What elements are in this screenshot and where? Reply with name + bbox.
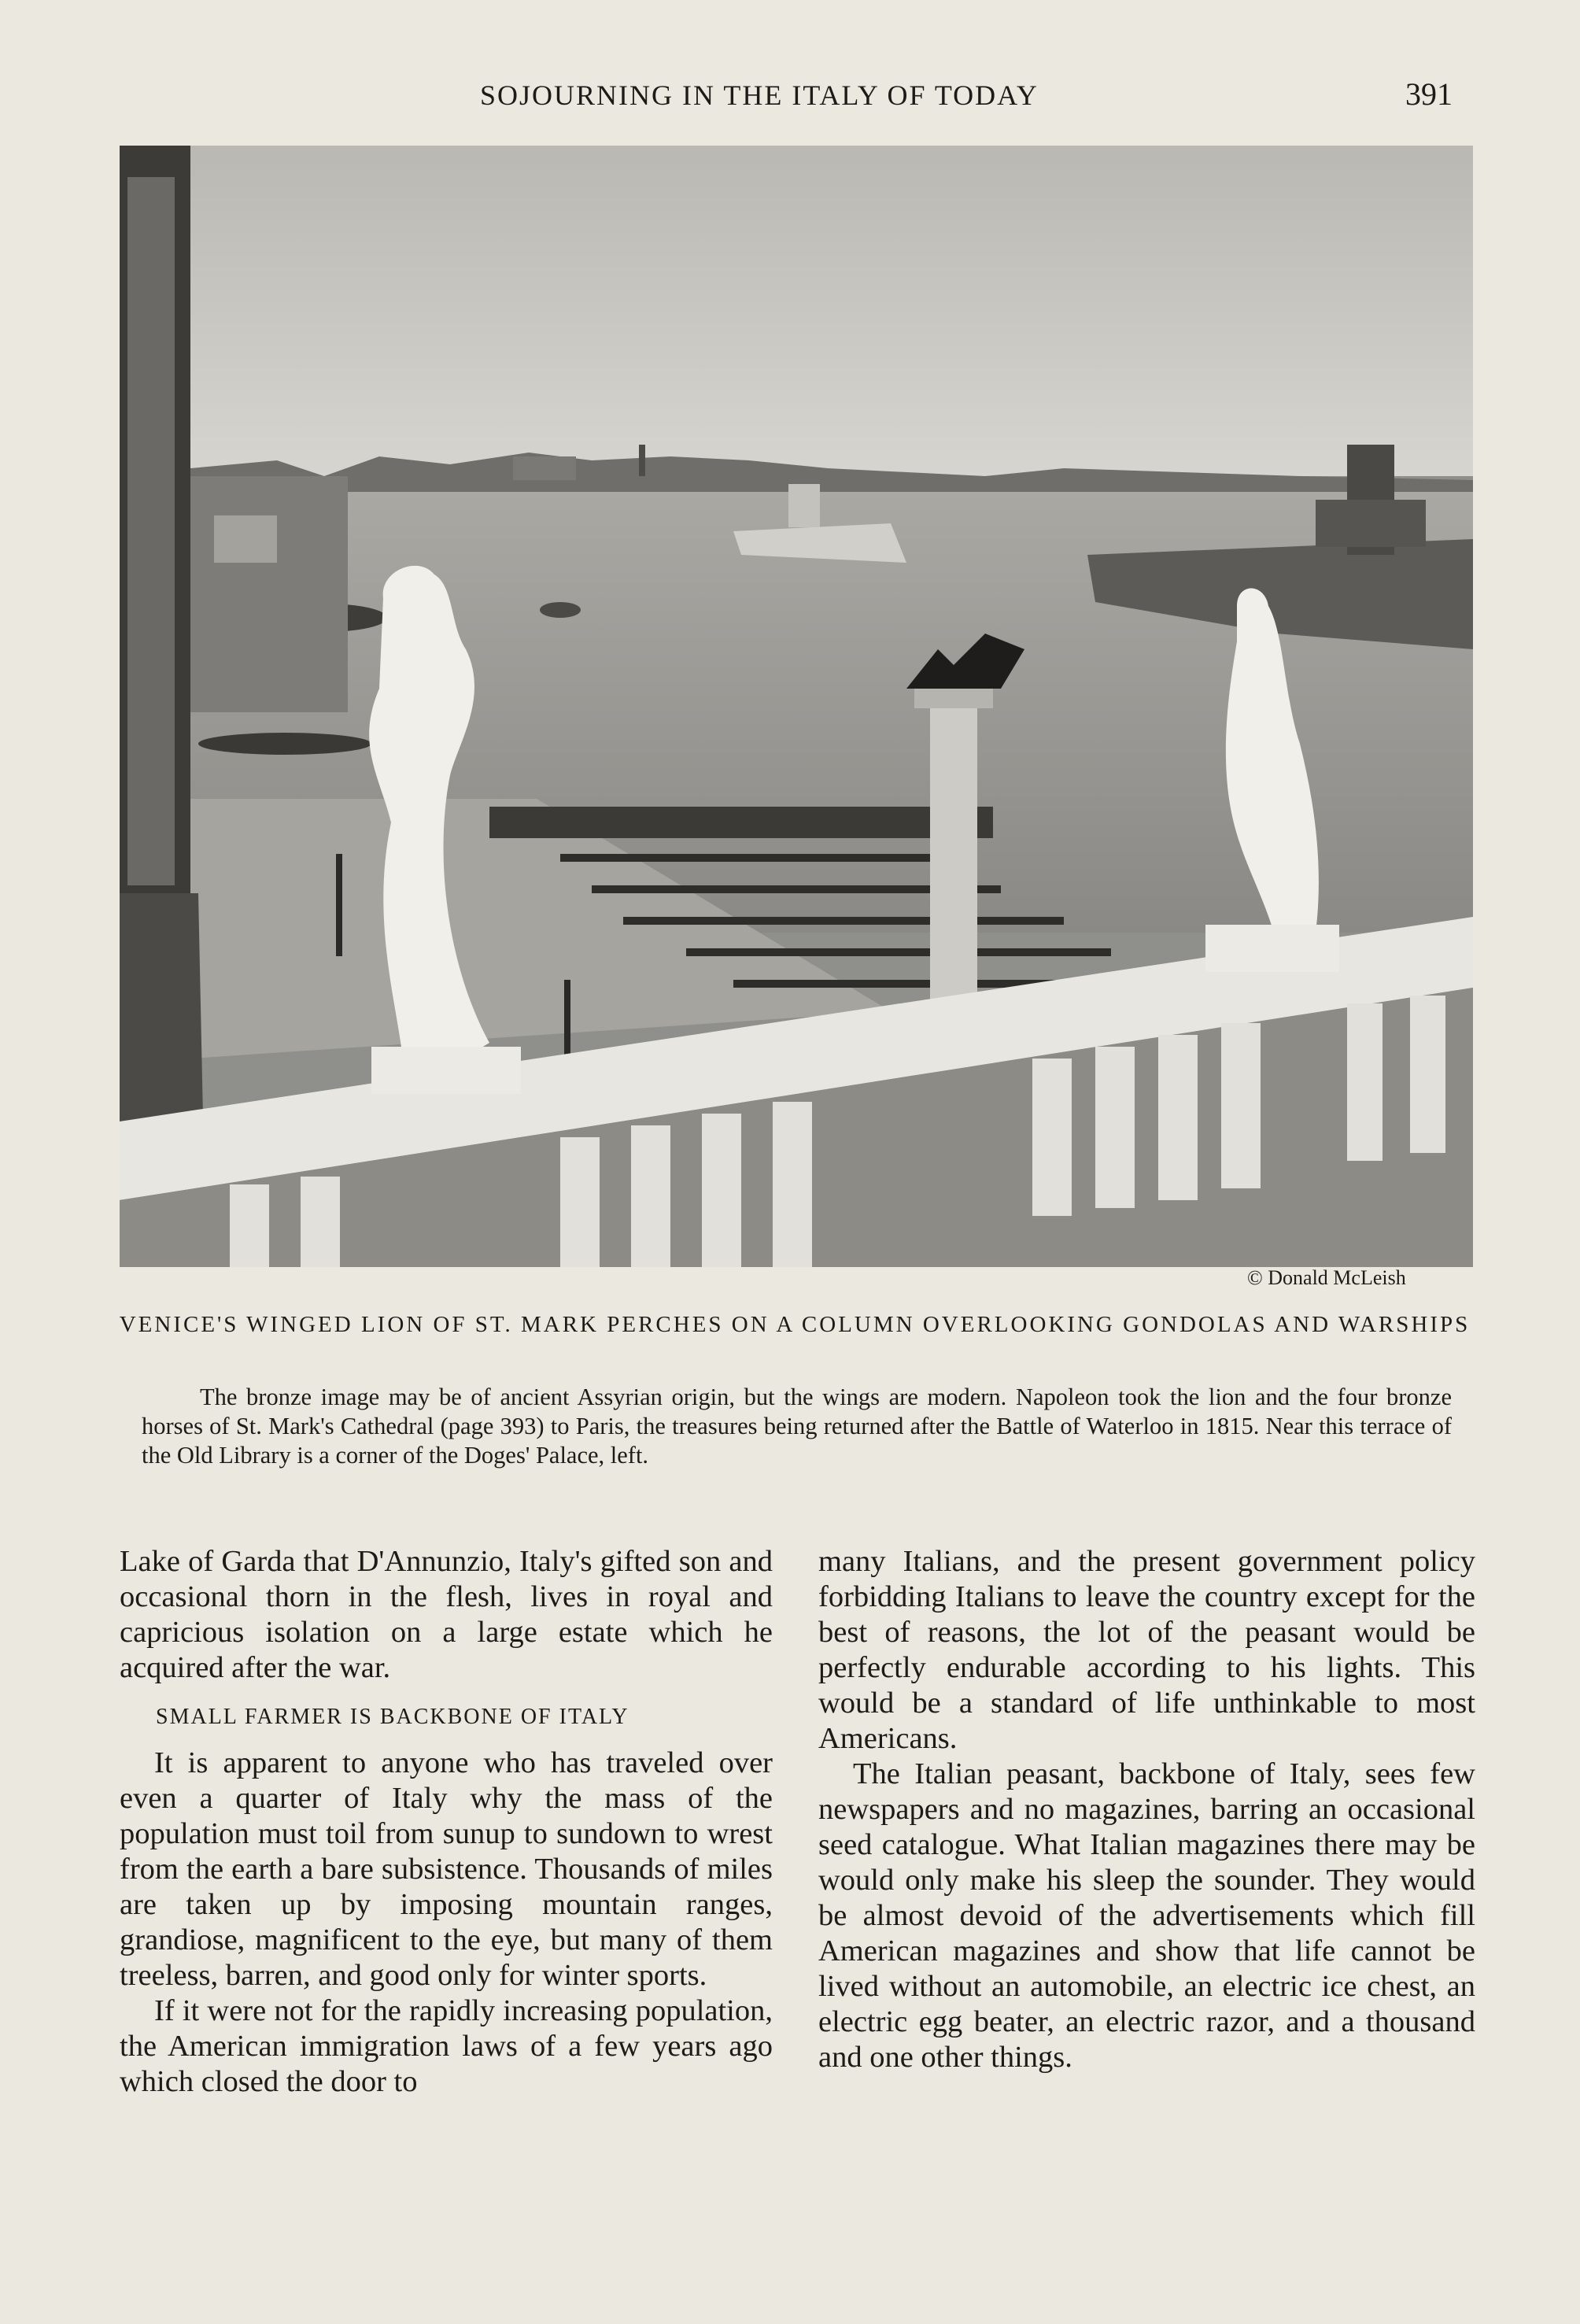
paragraph: many Italians, and the present government policy forbidding Italians to leave the country except for the best of reasons, the lot of the peasant would be perfectly endurable according to his lights. This would be a standard of life unthinkable to most Americans. xyxy=(818,1545,1475,1755)
running-title: SOJOURNING IN THE ITALY OF TODAY xyxy=(480,79,1039,111)
section-subheading: SMALL FARMER IS BACKBONE OF ITALY xyxy=(156,1705,629,1729)
caption-title: VENICE'S WINGED LION OF ST. MARK PERCHES ON A COLUMN OVERLOOKING GONDOLAS AND WARSHIPS xyxy=(119,1312,1471,1337)
venice-photograph xyxy=(120,146,1473,1267)
page-number: 391 xyxy=(1405,76,1453,112)
venice-photograph-illustration xyxy=(120,146,1473,1267)
caption-text: The bronze image may be of ancient Assyrian origin, but the wings are modern. Napoleon took the lion and the four bronze horses of St. Mark's Cathedral (page 393) to Paris, the treasures being returned after the Battle of Waterloo in 1815. Near this terrace of the Old Library is a corner of the Doges' Palace, left. xyxy=(142,1384,1452,1469)
paragraph: If it were not for the rapidly increasing population, the American immigration laws of a few years ago which closed the door to xyxy=(120,1994,773,2098)
paragraph: It is apparent to anyone who has traveled over even a quarter of Italy why the mass of the population must toil from sunup to sundown to wrest from the earth a bare subsistence. Thousands of miles are taken up by imposing mountain ranges, grandiose, magnificent to the eye, but many of them treeless, barren, and good only for winter sports. xyxy=(120,1746,773,1992)
running-head xyxy=(0,76,1580,118)
article-column-left xyxy=(120,1544,773,2100)
paragraph: The Italian peasant, backbone of Italy, sees few newspapers and no magazines, barring an occasional seed catalogue. What Italian magazines there may be would only make his sleep the sounder. They would be almost devoid of the advertisements which fill American magazines and show that life cannot be lived without an automobile, an electric ice chest, an electric egg beater, an electric razor, and a thousand and one other things. xyxy=(818,1757,1475,2074)
article-column-right xyxy=(818,1544,1475,2075)
paragraph: Lake of Garda that D'Annunzio, Italy's gifted son and occasional thorn in the flesh, lives in royal and capricious isolation on a large estate which he acquired after the war. xyxy=(120,1545,773,1684)
photo-credit: © Donald McLeish xyxy=(1247,1266,1406,1289)
